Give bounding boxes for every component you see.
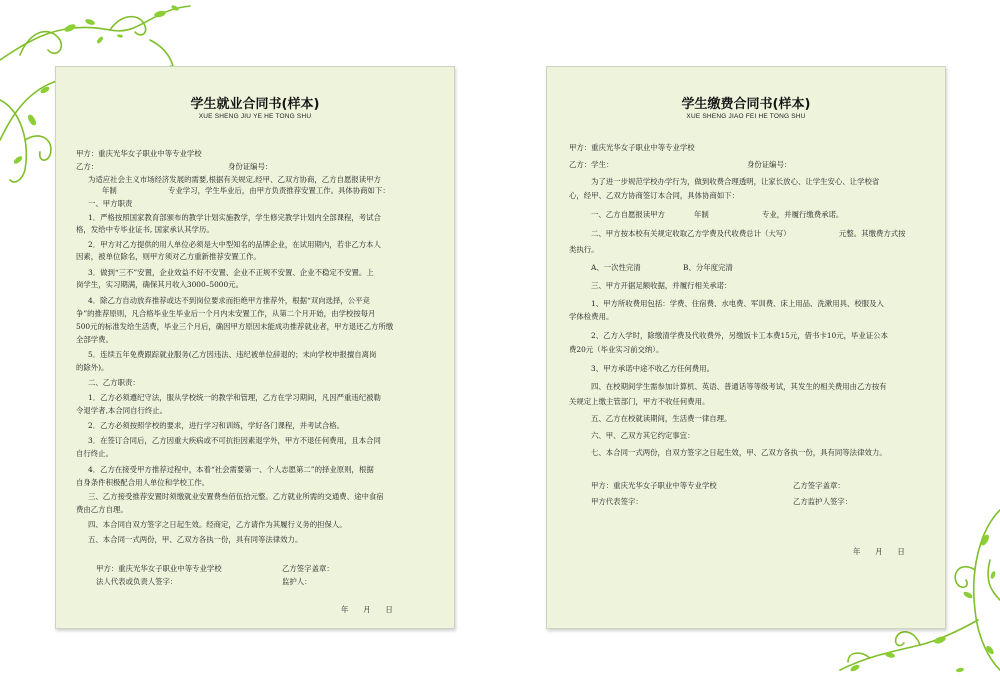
body-text-line: 为了进一步规范学校办学行为，做到收费合理透明，让家长放心、让学生安心、让学校省: [591, 177, 880, 186]
body-text-line: 关规定上缴主管部门，甲方不收任何费用。: [569, 397, 710, 406]
body-text-line: 3．在签订合同后，乙方因重大疾病或不可抗拒因素退学外，甲方不退任何费用，且本合同: [88, 436, 381, 445]
signature-party-b: 乙方签字盖章：: [793, 481, 845, 490]
body-text-line: 六、甲、乙双方其它约定事宜：: [591, 431, 695, 440]
party-b-line: 乙方：学生：: [569, 160, 614, 169]
body-text-line: 全部学费。: [76, 335, 113, 344]
body-text-line: 5．连续五年免费跟踪就业服务(乙方因违法、违纪被单位辞退的；未向学校申报擅自离岗: [88, 350, 377, 359]
body-text-line: 2．甲方对乙方提供的用人单位必须是大中型知名的品牌企业，在试用期内，若非乙方本人: [88, 240, 381, 249]
body-text-line: 四、在校期间学生需参加计算机、英语、普通话等等级考试，其发生的相关费用由乙方按有: [591, 382, 887, 391]
body-text-line: 争”的推荐原则，凡合格毕业生毕业后一个月内未安置工作，从第二个月开始，由学校按每月: [76, 309, 376, 318]
body-text-line: 1、甲方所收费用包括：学费、住宿费、水电费、军训费、床上用品、洗漱用具、校服及入: [591, 299, 884, 308]
body-text-line: 格，发给中专毕业证书, 国家承认其学历。: [76, 225, 214, 234]
body-text-line: 2、乙方入学时，除缴清学费及代收费外，另缴饭卡工本费15元，借书卡10元，毕业证公本: [591, 331, 888, 340]
payment-option-a: A、一次性完清: [591, 263, 641, 272]
body-text-line: 年制: [102, 186, 117, 195]
body-text-line: 4．乙方在接受甲方推荐过程中，本着“社会需要第一、个人志愿第二”的择业原则，根据: [88, 465, 374, 474]
party-a-line: 甲方：重庆光华女子职业中等专业学校: [569, 143, 695, 152]
date-line: 年 月 日: [341, 605, 393, 614]
section-heading: 一、甲方职责: [88, 199, 133, 208]
body-text-line: 因素，被单位除名，则甲方须对乙方重新推荐安置工作。: [76, 252, 261, 261]
body-text-line: 七、本合同一式两份，自双方签字之日起生效，甲、乙双方各执一份，具有同等法律效力。: [591, 448, 887, 457]
signature-legal-rep: 法人代表或负责人签字：: [96, 577, 178, 586]
id-number-label: 身份证编号：: [228, 162, 273, 171]
body-text-line: 类执行。: [569, 245, 599, 254]
body-text-line: 元整。其缴费方式按: [839, 229, 906, 238]
fee-contract-sheet: [546, 66, 946, 629]
body-text-line: 4．除乙方自动放弃推荐或达不到岗位要求而拒绝甲方推荐外，根据“双向选择，公平竞: [88, 296, 370, 305]
body-text-line: 2．乙方必须按照学校的要求，进行学习和训练，学好各门课程，并考试合格。: [88, 421, 344, 430]
body-text-line: 费20元（毕业实习前交纳）。: [569, 345, 664, 354]
body-text-line: 1．严格按照国家教育部颁布的教学计划实施教学，学生修完教学计划内全部课程，考试合: [88, 213, 381, 222]
body-text-line: 3、甲方承诺中途不收乙方任何费用。: [591, 364, 714, 373]
date-line: 年 月 日: [853, 547, 905, 556]
body-text-line: 3．做到“三不”安置，企业效益不好不安置、企业不正规不安置、企业不稳定不安置。上: [88, 268, 374, 277]
body-text-line: 五、乙方在校就读期间，生活费一律自理。: [591, 414, 732, 423]
body-text-line: 的除外)。: [76, 363, 109, 372]
party-b-line: 乙方：: [76, 162, 99, 171]
document-title: 学生就业合同书(样本): [190, 97, 320, 112]
document-title: 学生缴费合同书(样本): [681, 97, 811, 112]
body-text-line: 为适应社会主义市场经济发展的需要,根据有关规定,经甲、乙双方协商，乙方自愿报读甲方: [88, 175, 381, 184]
body-text-line: 专业，并履行缴费承诺。: [762, 210, 844, 219]
signature-party-a: 甲方：重庆光华女子职业中等专业学校: [591, 481, 717, 490]
signature-party-b: 乙方签字盖章：: [282, 564, 334, 573]
signature-party-a: 甲方：重庆光华女子职业中等专业学校: [96, 564, 222, 573]
body-text-line: 岗学生，实习期满，确保其月收入3000–5000元。: [76, 280, 243, 289]
body-text-line: 二、甲方按本校有关规定收取乙方学费及代收费总计（大写）: [591, 229, 791, 238]
body-text-line: 学体检费用。: [569, 312, 614, 321]
body-text-line: 自身条件积极配合用人单位和学校工作。: [76, 478, 210, 487]
body-text-line: 一、乙方自愿报读甲方: [591, 210, 665, 219]
signature-party-a-rep: 甲方代表签字：: [591, 497, 643, 506]
body-text-line: 五、本合同一式两份，甲、乙双方各执一份，具有同等法律效力。: [88, 535, 303, 544]
body-text-line: 专业学习，学生毕业后，由甲方负责推荐安置工作。具体协商如下：: [168, 186, 390, 195]
employment-contract-sheet: [55, 66, 455, 629]
signature-guardian: 乙方监护人签字：: [793, 497, 853, 506]
body-text-line: 年制: [694, 210, 709, 219]
party-a-line: 甲方：重庆光华女子职业中等专业学校: [76, 149, 202, 158]
signature-guardian: 监护人：: [282, 577, 312, 586]
document-subtitle-pinyin: XUE SHENG JIU YE HE TONG SHU: [198, 113, 312, 120]
section-heading: 二、乙方职责：: [88, 378, 140, 387]
body-text-line: 自行终止。: [76, 449, 113, 458]
body-text-line: 500元的标准发给生活费，毕业三个月后，确因甲方原因未能成功推荐就业者，甲方退还乙方所缴: [76, 322, 394, 331]
payment-option-b: B、分年度完清: [683, 263, 733, 272]
document-subtitle-pinyin: XUE SHENG JIAO FEI HE TONG SHU: [686, 113, 806, 120]
body-text-line: 费由乙方自理。: [76, 505, 128, 514]
body-text-line: 心，经甲、乙双方协商签订本合同，具体协商如下：: [569, 191, 739, 200]
body-text-line: 四、本合同自双方签字之日起生效。经商定，乙方请作为其履行义务的担保人。: [88, 520, 347, 529]
body-text-line: 令退学者,本合同自行终止。: [76, 406, 168, 415]
id-number-label: 身份证编号：: [747, 160, 792, 169]
body-text-line: 1．乙方必须遵纪守法，服从学校统一的教学和管理，乙方在学习期间，凡因严重违纪被勒: [88, 393, 381, 402]
body-text-line: 三、乙方接受推荐安置时须缴就业安置费叁佰伍拾元整。乙方就业所需的交通费、途中食宿: [88, 492, 384, 501]
body-text-line: 三、甲方开据足额收据，并履行相关承诺：: [591, 281, 732, 290]
